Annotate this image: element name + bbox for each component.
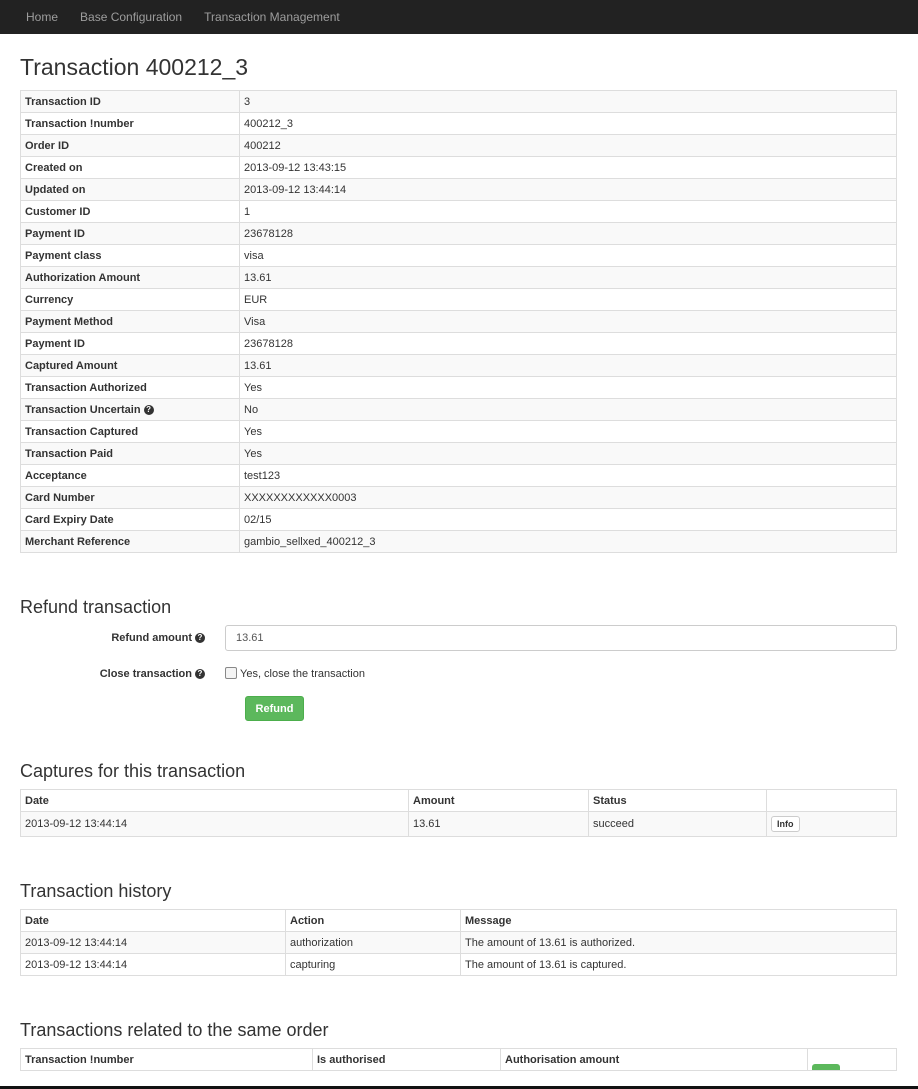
detail-label-text: Currency [25,293,74,306]
detail-label [21,399,240,421]
column-header: Date [21,790,409,812]
refund-button[interactable]: Refund [245,696,304,721]
history-header-row [21,910,897,932]
close-transaction-checkbox-label: Yes, close the transaction [240,668,365,680]
detail-label-text: Transaction Captured [25,425,139,438]
detail-row [21,113,897,135]
nav-home[interactable]: Home [26,10,59,24]
top-navbar [0,0,918,34]
detail-label-text: Transaction Uncertain [25,403,141,416]
refund-amount-input[interactable]: 13.61 [225,625,897,651]
detail-label [21,487,240,509]
help-icon: ? [195,633,205,643]
detail-label [21,267,240,289]
detail-label-text: Payment ID [25,337,85,350]
nav-base-configuration[interactable]: Base Configuration [80,10,183,24]
related-header-row [21,1049,897,1071]
detail-label [21,377,240,399]
refund-amount-row [20,625,897,651]
detail-label [21,355,240,377]
detail-label-text: Card Expiry Date [25,513,114,526]
detail-label [21,245,240,267]
column-header: Transaction !number [21,1049,313,1071]
detail-label [21,223,240,245]
column-header: Message [461,910,897,932]
detail-value: No [240,399,897,421]
column-header: Status [589,790,767,812]
detail-label-text: Transaction Authorized [25,381,147,394]
detail-label [21,289,240,311]
detail-value: gambio_sellxed_400212_3 [240,531,897,553]
column-header: Amount [409,790,589,812]
captures-table [20,789,897,837]
detail-row [21,333,897,355]
column-header: Action [286,910,461,932]
detail-label [21,443,240,465]
detail-label [21,509,240,531]
view-button[interactable] [812,1064,840,1070]
close-transaction-checkbox[interactable] [225,667,237,679]
history-date: 2013-09-12 13:44:14 [21,932,286,954]
detail-value: 23678128 [240,223,897,245]
detail-label-text: Customer ID [25,205,91,218]
detail-label [21,113,240,135]
detail-label [21,201,240,223]
detail-label-text: Card Number [25,491,95,504]
detail-label-text: Order ID [25,139,70,152]
column-header [808,1049,897,1071]
detail-row [21,289,897,311]
detail-row [21,487,897,509]
table-row [21,812,897,837]
info-button[interactable]: Info [771,816,800,832]
detail-label-text: Created on [25,161,83,174]
detail-value: Yes [240,443,897,465]
capture-date: 2013-09-12 13:44:14 [21,812,409,837]
detail-label-text: Transaction !number [25,117,134,130]
refund-amount-label: Refund amount [111,632,192,644]
close-transaction-label-wrap [20,668,225,680]
main-content [0,54,918,1071]
detail-value: Yes [240,377,897,399]
detail-label [21,157,240,179]
detail-label-text: Transaction ID [25,95,101,108]
history-message: The amount of 13.61 is authorized. [461,932,897,954]
detail-label [21,91,240,113]
captures-heading: Captures for this transaction [20,761,246,781]
detail-label-text: Captured Amount [25,359,118,372]
detail-value: test123 [240,465,897,487]
nav-transaction-management[interactable]: Transaction Management [204,10,340,24]
detail-value: Visa [240,311,897,333]
refund-actions [20,696,897,721]
related-heading: Transactions related to the same order [20,1020,329,1040]
history-action: capturing [286,954,461,976]
detail-label [21,421,240,443]
history-table [20,909,897,976]
detail-row [21,135,897,157]
detail-value: visa [240,245,897,267]
page-title: Transaction 400212_3 [20,54,249,80]
refund-heading: Refund transaction [20,597,172,617]
close-transaction-option[interactable] [225,667,365,680]
detail-label-text: Authorization Amount [25,271,141,284]
refund-amount-label-wrap [20,632,225,644]
detail-value: 3 [240,91,897,113]
detail-label [21,135,240,157]
detail-value: 02/15 [240,509,897,531]
detail-row [21,443,897,465]
detail-row [21,267,897,289]
detail-value: 23678128 [240,333,897,355]
detail-label-text: Updated on [25,183,86,196]
detail-row [21,509,897,531]
capture-action-cell [767,812,897,837]
detail-row [21,223,897,245]
table-row [21,954,897,976]
history-action: authorization [286,932,461,954]
table-row [21,932,897,954]
history-date: 2013-09-12 13:44:14 [21,954,286,976]
detail-value: EUR [240,289,897,311]
detail-value: 400212_3 [240,113,897,135]
history-heading: Transaction history [20,881,172,901]
detail-value: 1 [240,201,897,223]
capture-status: succeed [589,812,767,837]
close-transaction-label: Close transaction [99,667,192,680]
detail-value: Yes [240,421,897,443]
detail-row [21,531,897,553]
detail-label [21,333,240,355]
detail-row [21,91,897,113]
detail-value: XXXXXXXXXXXX0003 [240,487,897,509]
column-header [767,790,897,812]
detail-row [21,355,897,377]
help-icon: ? [144,405,154,415]
column-header: Authorisation amount [501,1049,808,1071]
column-header: Is authorised [313,1049,501,1071]
detail-value: 2013-09-12 13:44:14 [240,179,897,201]
related-transactions-table [20,1048,897,1071]
detail-label-text: Payment ID [25,227,85,240]
detail-row [21,311,897,333]
detail-label-text: Payment class [25,249,102,262]
detail-value: 13.61 [240,267,897,289]
detail-row [21,179,897,201]
detail-row [21,421,897,443]
detail-value: 400212 [240,135,897,157]
detail-row [21,157,897,179]
detail-label [21,179,240,201]
captures-header-row [21,790,897,812]
close-transaction-row [20,667,897,680]
detail-value: 13.61 [240,355,897,377]
detail-row [21,377,897,399]
detail-row [21,245,897,267]
capture-amount: 13.61 [409,812,589,837]
detail-row [21,465,897,487]
detail-label [21,311,240,333]
detail-label-text: Payment Method [25,315,114,328]
detail-value: 2013-09-12 13:43:15 [240,157,897,179]
detail-row [21,399,897,421]
detail-row [21,201,897,223]
transaction-details-table [20,90,897,553]
detail-label-text: Transaction Paid [25,447,114,460]
detail-label-text: Acceptance [25,469,87,482]
column-header: Date [21,910,286,932]
detail-label [21,531,240,553]
detail-label-text: Merchant Reference [25,535,131,548]
detail-label [21,465,240,487]
help-icon: ? [195,669,205,679]
history-message: The amount of 13.61 is captured. [461,954,897,976]
